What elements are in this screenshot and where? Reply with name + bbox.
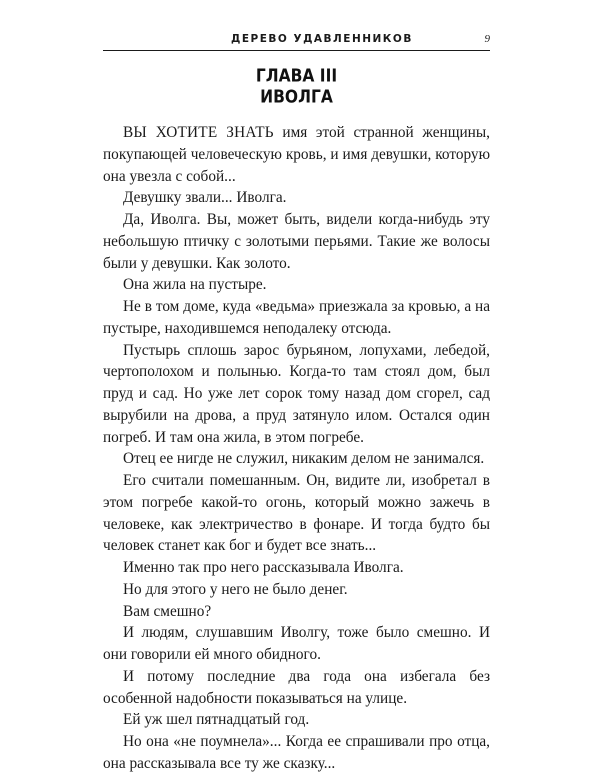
paragraph: Не в том доме, куда «ведьма» приезжала за кровью, а на пустыре, находившемся неподалеку отсюда. [103, 298, 490, 337]
header-rule [103, 50, 490, 51]
page-number: 9 [484, 33, 490, 45]
chapter-heading [103, 66, 490, 108]
running-head-title: ДЕРЕВО УДАВЛЕННИКОВ [231, 33, 413, 45]
chapter-number: ГЛАВА III [255, 65, 338, 87]
body-text [103, 122, 490, 775]
paragraph: Отец ее нигде не служил, никаким делом не занимался. [123, 450, 485, 468]
paragraph: Девушку звали... Иволга. [123, 189, 287, 207]
paragraph: Именно так про него рассказывала Иволга. [123, 559, 404, 576]
paragraph-lead-caps: ВЫ ХОТИТЕ ЗНАТЬ [123, 124, 274, 141]
paragraph: Она жила на пустыре. [123, 276, 267, 294]
paragraph [103, 122, 490, 187]
paragraph: Но она «не поумнела»... Когда ее спрашивали про отца, она рассказывала все ту же сказку... [103, 733, 490, 772]
paragraph: Вам смешно? [123, 602, 212, 620]
running-head [103, 33, 490, 51]
paragraph: Ей уж шел пятнадцатый год. [123, 711, 310, 729]
paragraph: Его считали помешанным. Он, видите ли, изобретал в этом погребе какой-то огонь, который можно зажечь в человеке, как электричество в фонаре. И тогда будто бы человек станет как бог и будет все знать... [103, 472, 490, 555]
paragraph: Пустырь сплошь зарос бурьяном, лопухами, лебедой, чертополохом и полынью. Когда-то там стоял дом, был пруд и сад. Но уже лет сорок тому назад дом сгорел, сад вырубили на дрова, а пруд затянуло илом. Остался один погреб. И там она жила, в этом погребе. [103, 341, 490, 446]
chapter-title: ИВОЛГА [260, 86, 333, 108]
paragraph: И потому последние два года она избегала без особенной надобности показываться на улице. [103, 667, 490, 707]
paragraph: Но для этого у него не было денег. [123, 580, 348, 598]
paragraph: Да, Иволга. Вы, может быть, видели когда-нибудь эту небольшую птичку с золотыми перьями. Такие же волосы были у девушки. Как золото. [103, 211, 490, 272]
paragraph-text: имя этой странной женщины, покупающей человеческую кровь, и имя девушки, которую она увезла с собой... [103, 124, 490, 185]
paragraph: И людям, слушавшим Иволгу, тоже было смешно. И они говорили ей много обидного. [103, 624, 490, 663]
